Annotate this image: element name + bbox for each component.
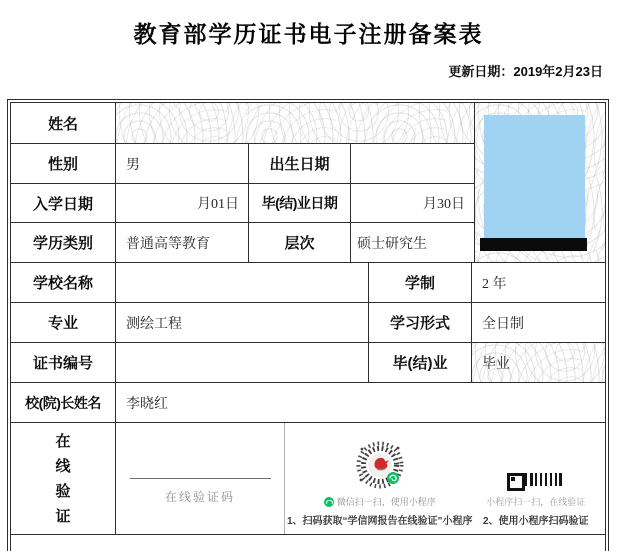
name-value [116,103,474,143]
major-value: 测绘工程 [116,303,369,342]
grad-status-value: 毕业 [472,343,605,382]
row-school-duration [11,263,605,303]
verify-code-cell [116,423,285,534]
wechat-caption-line [324,495,436,508]
qr-section [285,423,605,534]
level-label: 层次 [249,223,351,262]
top-block [11,103,605,263]
study-form-label: 学习形式 [369,303,472,342]
wechat-qr-group [287,423,473,527]
gender-label: 性别 [11,144,116,183]
enroll-date-value: 月01日 [116,184,249,222]
row-edutype-level [11,223,474,262]
study-form-value: 全日制 [482,316,524,332]
step2-text: 2、使用小程序扫码验证 [483,516,589,527]
mini-caption-line [486,495,585,508]
wechat-caption: 微信扫一扫，使用小程序 [336,497,436,507]
mini-caption: 小程序扫一扫，在线验证 [486,497,586,507]
mini-program-group [473,423,599,527]
duration-value: 2 年 [482,276,507,292]
school-name-value [116,263,369,302]
row-name [11,103,474,144]
wechat-mini-program-qr-icon [355,440,405,490]
grad-date-label: 毕(结)业日期 [249,184,351,222]
enroll-date-label: 入学日期 [11,184,116,222]
mini-program-barcode-icon [507,473,565,486]
grad-status-label: 毕(结)业 [369,343,472,382]
grad-date-value: 月30日 [423,197,465,212]
name-label: 姓名 [11,103,116,143]
update-date: 更新日期：2019年2月23日 [448,64,603,79]
duration-label: 学制 [369,263,472,302]
online-verify-label-cell [11,423,116,534]
major-label: 专业 [11,303,116,342]
level-value: 硕士研究生 [357,236,427,252]
record-table [7,99,609,551]
row-online-verification [11,423,605,535]
row-enroll-grad [11,184,474,223]
birth-date-label: 出生日期 [249,144,351,183]
next-row-partial [11,535,605,550]
online-verify-label: 在线验证 [55,432,71,525]
gender-value: 男 [116,144,249,183]
page-title: 教育部学历证书电子注册备案表 [133,21,484,47]
edu-type-value: 普通高等教育 [116,223,249,262]
president-name-value: 李晓红 [126,396,168,412]
record-table-inner [10,102,606,551]
verify-code-caption: 在线验证码 [164,490,235,504]
verify-code-underline [130,478,271,479]
row-major-studyform [11,303,605,343]
school-name-label: 学校名称 [11,263,116,302]
cert-no-label: 证书编号 [11,343,116,382]
top-left-rows [11,103,475,262]
president-name-label: 校(院)长姓名 [11,383,116,422]
photo-placeholder [475,103,605,262]
step1-text: 1、扫码获取“学信网报告在线验证”小程序 [287,516,473,527]
wechat-icon [324,497,334,507]
photo-bottom-band [480,238,587,251]
row-gender-birth [11,144,474,184]
photo-redaction [484,115,585,249]
row-certno-gradstatus [11,343,605,383]
row-president [11,383,605,423]
edu-type-label: 学历类别 [11,223,116,262]
birth-date-value [351,144,474,183]
cert-no-value [116,343,369,382]
